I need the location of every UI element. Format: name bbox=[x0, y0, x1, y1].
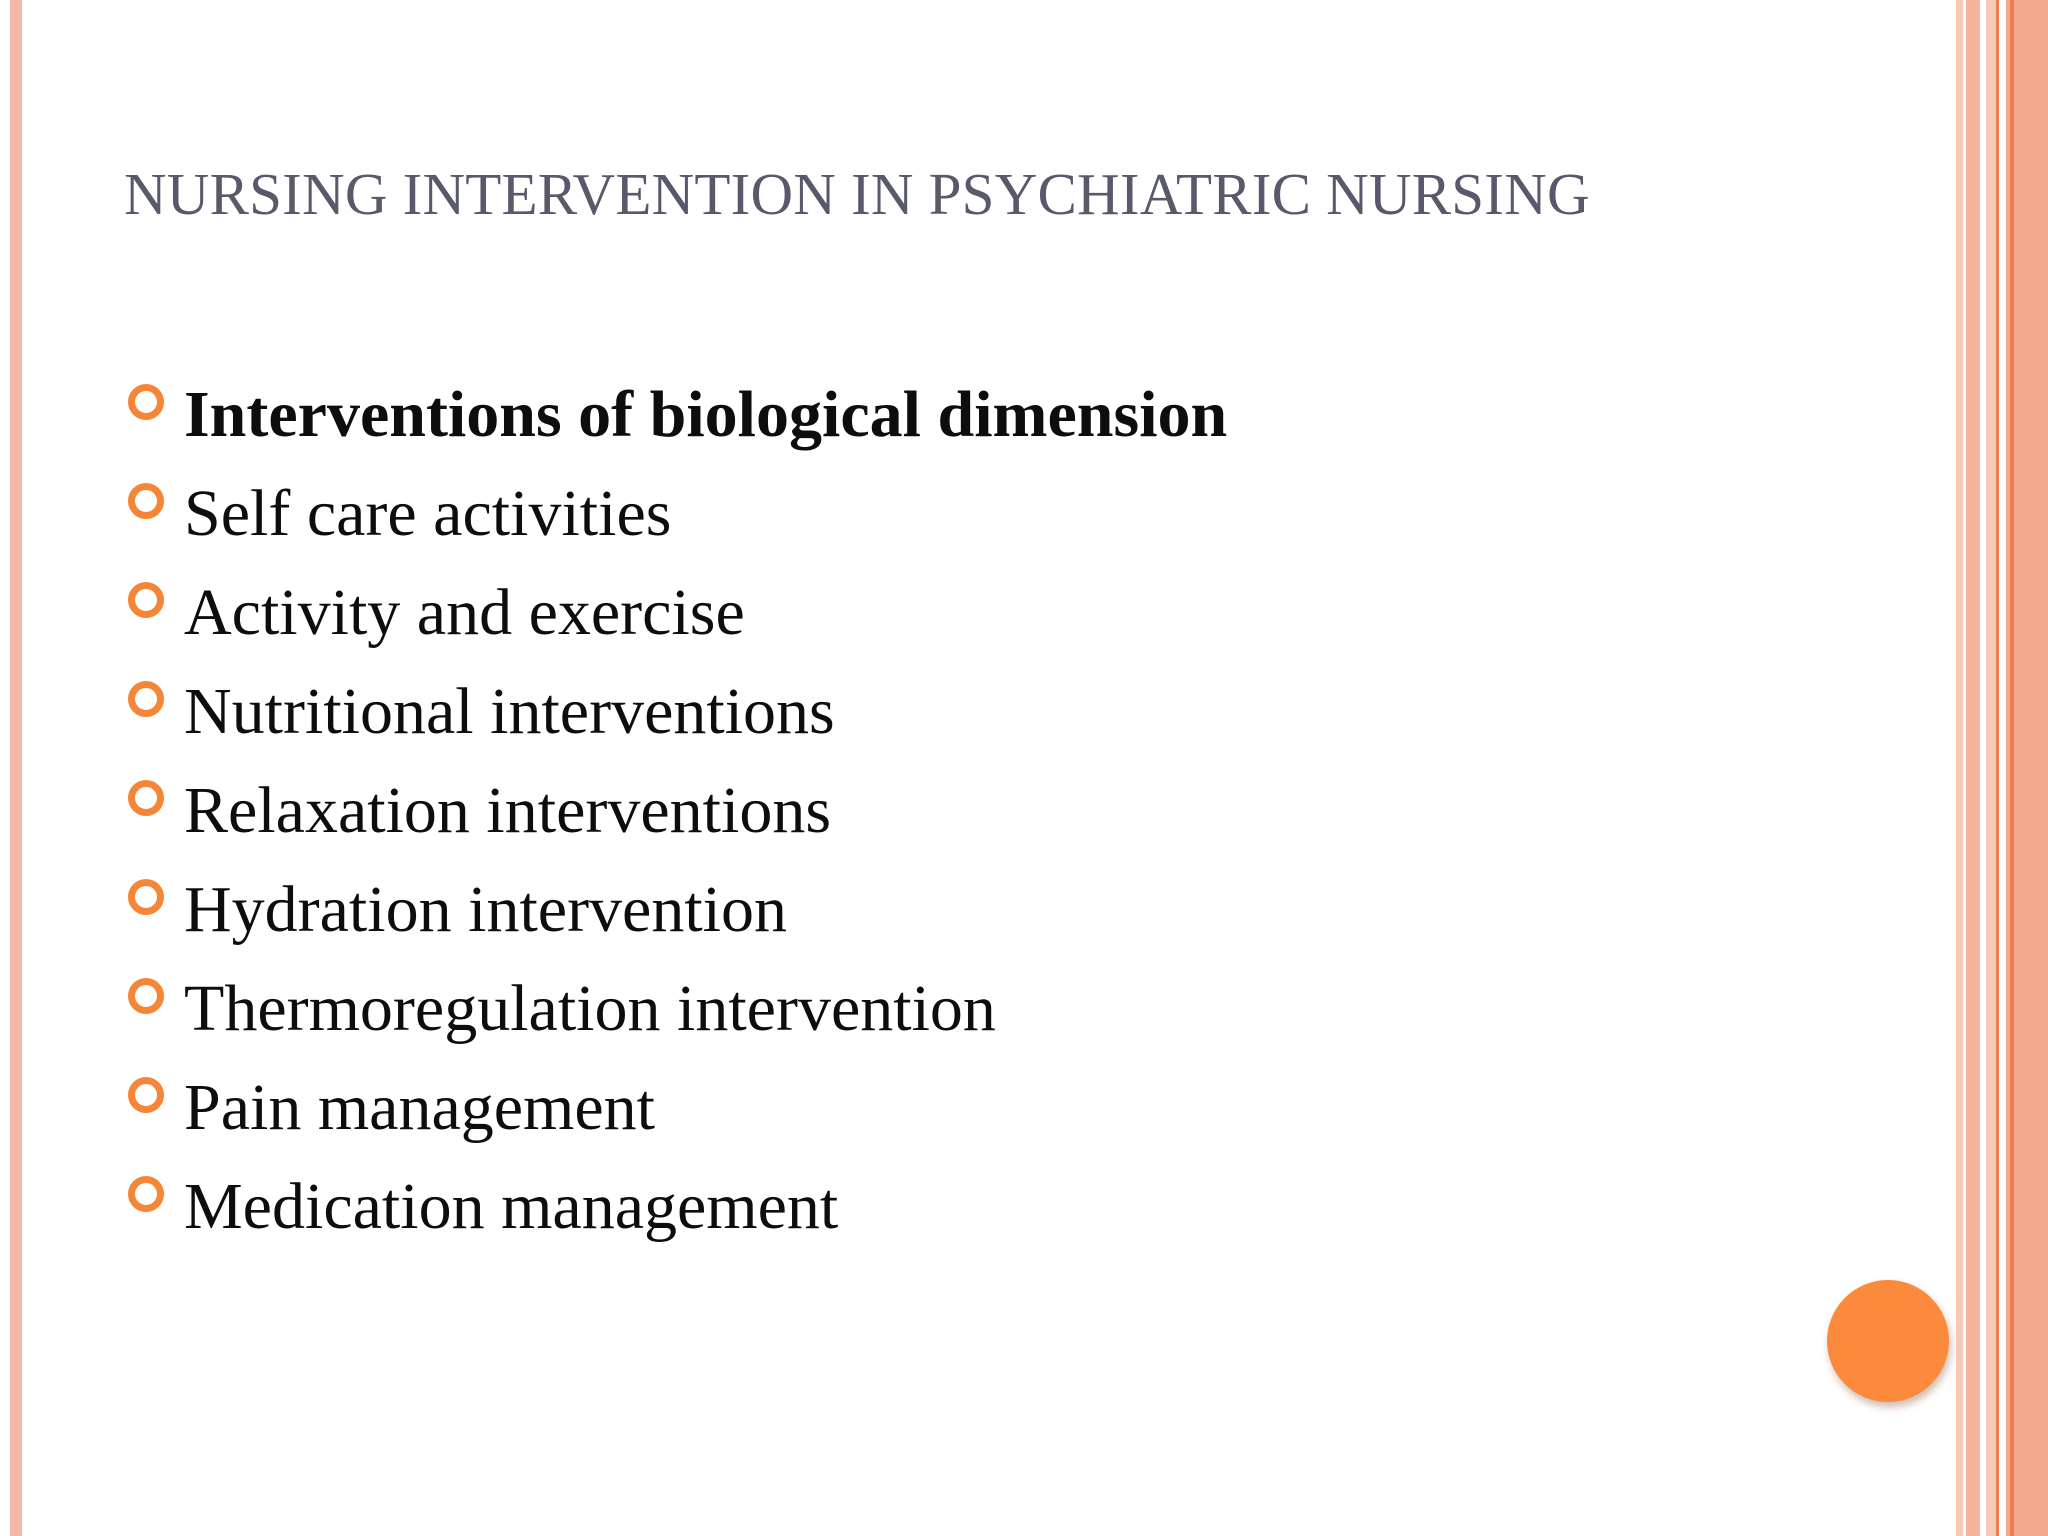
right-border-stripes bbox=[1956, 0, 2048, 1536]
ring-bullet-icon bbox=[128, 681, 164, 717]
bullet-text: Interventions of biological dimension bbox=[184, 378, 1228, 451]
ring-bullet-icon bbox=[128, 582, 164, 618]
bullet-text: Medication management bbox=[184, 1170, 839, 1243]
left-border-stripe bbox=[10, 0, 22, 1536]
bullet-text: Nutritional interventions bbox=[184, 675, 835, 748]
ring-bullet-icon bbox=[128, 483, 164, 519]
right-stripe bbox=[1999, 0, 2006, 1536]
ring-bullet-icon bbox=[128, 1077, 164, 1113]
right-stripe bbox=[2014, 0, 2048, 1536]
ring-bullet-icon bbox=[128, 780, 164, 816]
ring-bullet-icon bbox=[128, 879, 164, 915]
bullet-text: Relaxation interventions bbox=[184, 774, 832, 847]
slide-title: NURSING INTERVENTION IN PSYCHIATRIC NURSING bbox=[124, 161, 1590, 227]
bullet-text: Pain management bbox=[184, 1071, 656, 1144]
bullet-text: Thermoregulation intervention bbox=[184, 972, 996, 1045]
bullet-text: Self care activities bbox=[184, 477, 672, 550]
ring-bullet-icon bbox=[128, 1176, 164, 1212]
right-stripe bbox=[1986, 0, 1996, 1536]
ring-bullet-icon bbox=[128, 978, 164, 1014]
orange-circle-decoration bbox=[1827, 1280, 1949, 1402]
bullet-text: Hydration intervention bbox=[184, 873, 788, 946]
ring-bullet-icon bbox=[128, 384, 164, 420]
right-stripe bbox=[1956, 0, 1963, 1536]
bullet-text: Activity and exercise bbox=[184, 576, 745, 649]
right-stripe bbox=[1966, 0, 1980, 1536]
